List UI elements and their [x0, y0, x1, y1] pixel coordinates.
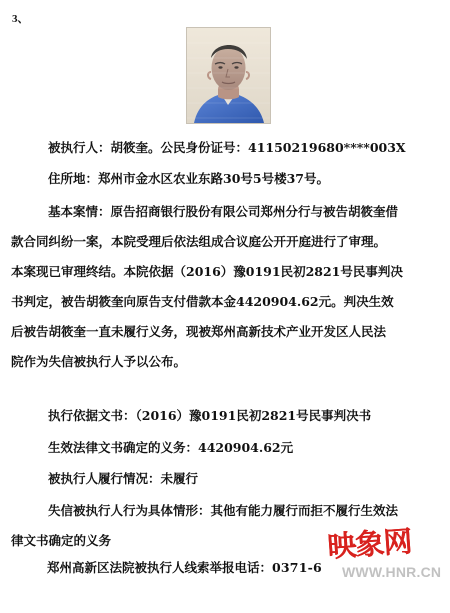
portrait-photo — [186, 27, 271, 124]
watermark-url: WWW.HNR.CN — [342, 564, 442, 580]
performance-line: 被执行人履行情况：未履行 — [48, 471, 199, 486]
section-number: 3、 — [12, 13, 29, 25]
case-line-4: 书判定，被告胡筱奎向原告支付借款本金4420904.62元。判决生效 — [11, 294, 394, 309]
case-line-6: 院作为失信被执行人予以公布。 — [11, 354, 187, 369]
case-line-5: 后被告胡筱奎一直未履行义务，现被郑州高新技术产业开发区人民法 — [11, 324, 387, 339]
case-line-1: 基本案情：原告招商银行股份有限公司郑州分行与被告胡筱奎借 — [48, 204, 399, 219]
report-phone-label: 郑州高新区法院被执行人线索举报电话： — [47, 560, 273, 575]
obligation-line: 生效法律文书确定的义务：4420904.62元 — [48, 440, 294, 455]
site-watermark — [326, 524, 442, 589]
execution-basis-line: 执行依据文书：（2016）豫0191民初2821号民事判决书 — [48, 408, 372, 423]
watermark-logo: 映象网 — [326, 524, 413, 564]
report-phone-number: 0371-6 — [272, 560, 322, 575]
person-address-line: 住所地：郑州市金水区农业东路30号5号楼37号。 — [48, 171, 329, 186]
report-phone-line — [47, 562, 322, 575]
case-line-3: 本案现已审理终结。本院依据（2016）豫0191民初2821号民事判决 — [11, 264, 403, 279]
behavior-line-2: 律文书确定的义务 — [11, 533, 112, 548]
behavior-line-1: 失信被执行人行为具体情形：其他有能力履行而拒不履行生效法 — [48, 503, 399, 518]
case-line-2: 款合同纠纷一案，本院受理后依法组成合议庭公开开庭进行了审理。 — [11, 234, 387, 249]
person-id-line: 被执行人：胡筱奎。公民身份证号：41150219680****003X — [48, 140, 406, 155]
